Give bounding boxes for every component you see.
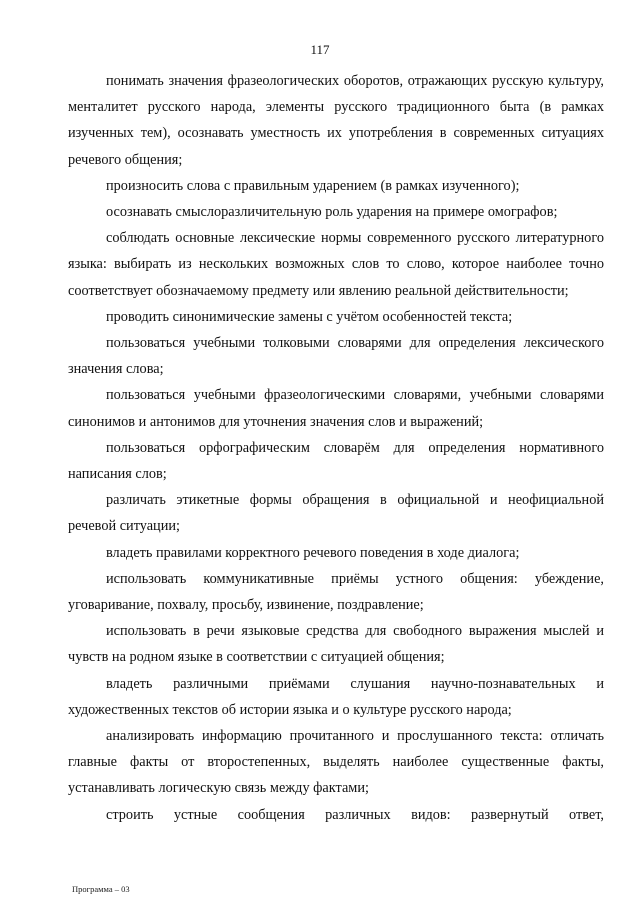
paragraph-stress: произносить слова с правильным ударением (в рамках изученного); bbox=[106, 177, 520, 194]
paragraph-listening-techniques: владеть различными приёмами слушания научно-познавательных и художественных текстов об истории языка и о культуре русского народа; bbox=[68, 675, 604, 718]
paragraph-text-analysis: анализировать информацию прочитанного и прослушанного текста: отличать главные факты от второстепенных, выделять наиболее существенные факты, устанавливать логическую связь между фактами; bbox=[68, 728, 604, 797]
paragraph-lexical-norms: соблюдать основные лексические нормы современного русского литературного языка: выбирать из нескольких возможных слов то слово, которое наиболее точно соответствует обозначаемому предмету или явлению реальной действительности; bbox=[68, 230, 604, 299]
paragraph-etiquette-forms: различать этикетные формы обращения в официальной и неофициальной речевой ситуации; bbox=[68, 492, 604, 535]
footer-program-code: Программа – 03 bbox=[72, 884, 130, 894]
paragraph-language-means: использовать в речи языковые средства для свободного выражения мыслей и чувств на родном языке в соответствии с ситуацией общения; bbox=[68, 623, 604, 666]
page-number: 117 bbox=[310, 42, 330, 57]
paragraph-phraseology: понимать значения фразеологических оборотов, отражающих русскую культуру, менталитет русского народа, элементы русского традиционного быта (в рамках изученных тем), осознавать уместность их употребления в современных ситуациях речевого общения; bbox=[68, 73, 604, 168]
paragraph-orthographic-dictionary: пользоваться орфографическим словарём для определения нормативного написания слов; bbox=[68, 439, 604, 483]
paragraph-speech-behavior: владеть правилами корректного речевого поведения в ходе диалога; bbox=[106, 544, 520, 561]
paragraph-oral-messages: строить устные сообщения различных видов: развернутый ответ, bbox=[106, 806, 604, 823]
paragraph-communicative-techniques: использовать коммуникативные приёмы устного общения: убеждение, уговаривание, похвалу, просьбу, извинение, поздравление; bbox=[68, 570, 604, 614]
paragraph-explanatory-dictionaries: пользоваться учебными толковыми словарями для определения лексического значения слова; bbox=[68, 335, 604, 378]
paragraph-homographs: осознавать смыслоразличительную роль ударения на примере омографов; bbox=[106, 204, 558, 221]
body-text bbox=[68, 68, 604, 828]
paragraph-synonym-replacement: проводить синонимические замены с учётом особенностей текста; bbox=[106, 308, 513, 325]
paragraph-phraseological-dictionaries: пользоваться учебными фразеологическими словарями, учебными словарями синонимов и антонимов для уточнения значения слов и выражений; bbox=[68, 387, 604, 430]
